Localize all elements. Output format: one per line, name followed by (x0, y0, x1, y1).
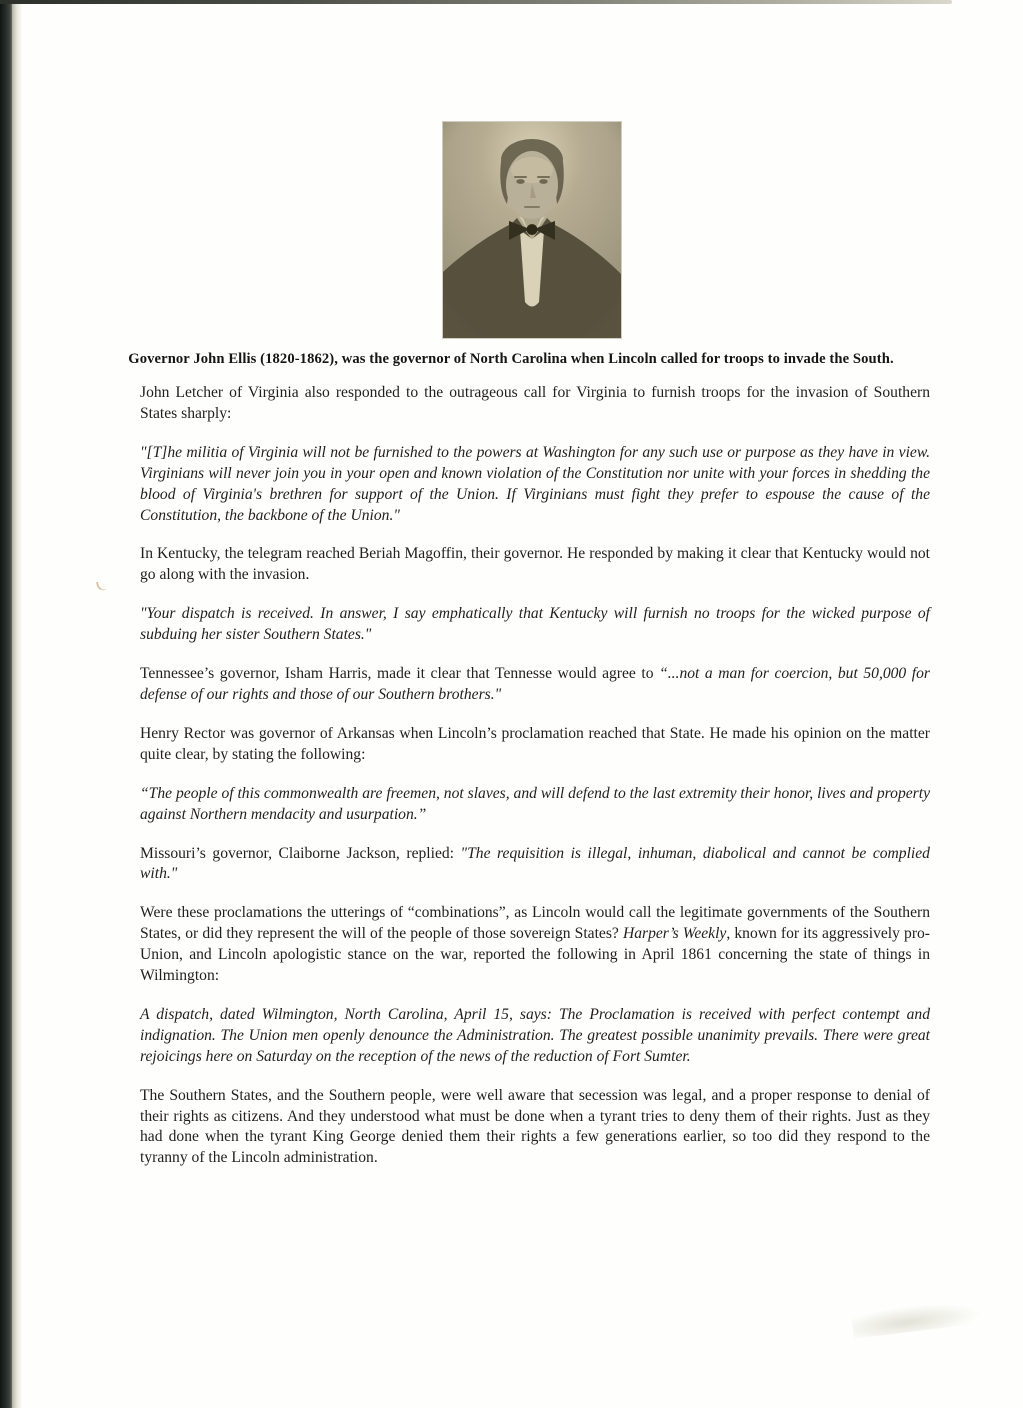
portrait-caption: Governor John Ellis (1820-1862), was the governor of North Carolina when Lincoln called for troops to invade the South. (128, 351, 894, 367)
quote-segment: Harper’s Weekly (622, 925, 727, 943)
text-segment: The Southern States, and the Southern people, were well aware that secession was legal, and a proper response to denial of their rights as citizens. And they understood what must be done when a tyrant tries to deny them of their rights. Just as they had done when the tyrant King George denied them their rights a few generations earlier, so too did they respond to the tyranny of the Lincoln administration. (140, 1086, 930, 1167)
text-segment: In Kentucky, the telegram reached Beriah Magoffin, their governor. He responded by making it clear that Kentucky would not go along with the invasion. (140, 545, 930, 584)
paragraph (140, 1005, 930, 1068)
scan-edge-dark-strip (0, 0, 12, 1408)
text-segment: Henry Rector was governor of Arkansas when Lincoln’s proclamation reached that State. He made his opinion on the matter quite clear, by stating the following: (140, 724, 930, 763)
paragraph (140, 784, 930, 826)
scan-edge-light-strip (12, 0, 22, 1408)
smudge-artifact (851, 1297, 983, 1339)
quote-segment: "[T]he militia of Virginia will not be furnished to the powers at Washington for any such use or purpose as they have in view. Virginians will never join you in your open and known violation of the Constitution nor unite with your forces in shedding the blood of Virginia's brethren for support of the Union. If Virginians must fight they prefer to espouse the cause of the Constitution, the backbone of the Union." (140, 443, 930, 524)
quote-segment: "Your dispatch is received. In answer, I say emphatically that Kentucky will furnish no troops for the wicked purpose of subduing her sister Southern States." (140, 605, 930, 644)
text-segment: Missouri’s governor, Claiborne Jackson, replied: (140, 844, 461, 862)
paragraph (140, 664, 930, 706)
paragraph (140, 443, 930, 527)
text-segment: John Letcher of Virginia also responded to the outrageous call for Virginia to furnish troops for the invasion of Southern States sharply: (140, 384, 930, 422)
pencil-mark-artifact (96, 580, 106, 592)
paragraph (140, 1086, 930, 1170)
text-segment: Were these proclamations the utterings of “combinations”, as Lincoln would call the legitimate governments of the Southern States, or did they represent the will of the people of those sovereign States? (140, 904, 930, 943)
portrait-illustration (443, 122, 621, 338)
portrait-photo (443, 122, 621, 338)
text-segment: , known for its aggressively pro-Union, and Lincoln apologistic stance on the war, reported the following in April 1861 concerning the state of things in Wilmington: (140, 925, 931, 985)
quote-segment: “...not a man for coercion, but 50,000 for defense of our rights and those of our Southern brothers." (140, 665, 930, 703)
scan-edge-top-line (0, 0, 952, 4)
quote-segment: "The requisition is illegal, inhuman, diabolical and cannot be complied with." (140, 844, 930, 883)
paragraph (140, 604, 930, 646)
quote-segment: “The people of this commonwealth are freemen, not slaves, and will defend to the last extremity their honor, lives and property against Northern mendacity and usurpation.” (140, 784, 930, 823)
paragraph (140, 544, 930, 586)
paragraph (140, 903, 930, 987)
quote-segment: A dispatch, dated Wilmington, North Carolina, April 15, says: The Proclamation is received with perfect contempt and indignation. The Union men openly denounce the Administration. The greatest possible unanimity prevails. There were great rejoicings here on Saturday on the reception of the news of the reduction of Fort Sumter. (140, 1005, 930, 1065)
paragraph (140, 844, 930, 886)
paragraph (140, 724, 930, 766)
article (140, 383, 930, 1187)
paragraph (140, 383, 930, 425)
text-segment: Tennessee’s governor, Isham Harris, made it clear that Tennesse would agree to (140, 665, 660, 683)
